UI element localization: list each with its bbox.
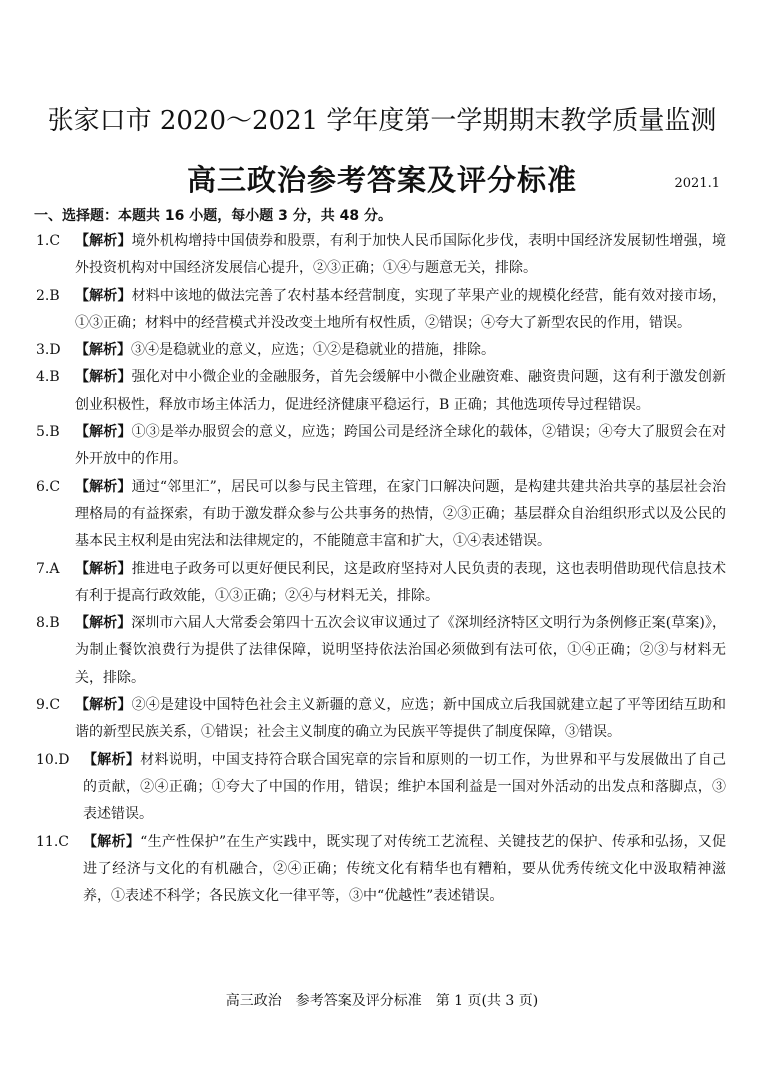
question-item [36,337,726,364]
analysis-tag: 【解析】 [83,833,141,850]
question-explanation: 材料说明，中国支持符合联合国宪章的宗旨和原则的一切工作，为世界和平与发展做出了自己的贡献，②④正确；①夸大了中国的作用，错误；维护本国利益是一国对外活动的出发点和落脚点，③表述错误。 [83,751,727,823]
analysis-tag: 【解析】 [75,478,132,495]
analysis-tag: 【解析】 [75,287,132,304]
question-explanation: 推进电子政务可以更好便民利民，这是政府坚持对人民负责的表现，这也表明借助现代信息技术有利于提高行政效能，①③正确；②④与材料无关，排除。 [75,560,727,604]
document-date: 2021.1 [674,176,720,191]
section-heading: 一、选择题：本题共 16 小题，每小题 3 分，共 48 分。 [34,208,392,224]
question-explanation: ②④是建设中国特色社会主义新疆的意义，应选；新中国成立后我国就建立起了平等团结互助和谐的新型民族关系，①错误；社会主义制度的确立为民族平等提供了制度保障，③错误。 [75,697,727,741]
question-item [36,419,726,474]
analysis-tag: 【解析】 [75,697,132,714]
question-number: 5.B [36,424,60,441]
analysis-tag: 【解析】 [75,233,132,249]
question-number: 4.B [36,369,60,386]
question-item [36,283,726,338]
document-subtitle: 高三政治参考答案及评分标准 [186,163,577,197]
question-explanation: 通过“邻里汇”，居民可以参与民主管理，在家门口解决问题，是构建共建共治共享的基层社会治理格局的有益探索，有助于激发群众参与公共事务的热情，②③正确；基层群众自治组织形式以及公民的基本民主权利是由宪法和法律规定的，不能随意丰富和扩大，①④表述错误。 [75,478,727,550]
analysis-tag: 【解析】 [75,369,132,386]
question-number: 7.A [36,560,60,577]
question-explanation: ③④是稳就业的意义，应选；①②是稳就业的措施，排除。 [131,342,495,359]
question-item [36,747,726,829]
question-item [36,692,726,747]
question-explanation: 深圳市六届人大常委会第四十五次会议审议通过了《深圳经济特区文明行为条例修正案(草案)》，为制止餐饮浪费行为提供了法律保障，说明坚持依法治国必须做到有法可依，①④正确；②③与材料无关，排除。 [75,615,727,686]
analysis-tag: 【解析】 [75,342,131,359]
question-item [36,474,726,556]
page-footer: 高三政治 参考答案及评分标准 第 1 页(共 3 页) [225,993,539,1009]
question-list [36,228,726,910]
question-number: 1.C [36,233,61,249]
question-item [36,364,726,419]
question-explanation: 材料中该地的做法完善了农村基本经营制度，实现了苹果产业的规模化经营，能有效对接市场，①③正确；材料中的经营模式并没改变土地所有权性质，②错误；④夸大了新型农民的作用，错误。 [75,287,727,331]
analysis-tag: 【解析】 [75,424,132,441]
question-number: 6.C [36,478,61,495]
question-item [36,556,726,611]
question-explanation: “生产性保护”在生产实践中，既实现了对传统工艺流程、关键技艺的保护、传承和弘扬，又促进了经济与文化的有机融合，②④正确；传统文化有精华也有糟粕，要从优秀传统文化中汲取精神滋养，①表述不科学；各民族文化一律平等，③中“优越性”表述错误。 [83,833,727,905]
question-explanation: 强化对中小微企业的金融服务，首先会缓解中小微企业融资难、融资贵问题，这有利于激发创新创业积极性，释放市场主体活力，促进经济健康平稳运行，B 正确；其他选项传导过程错误。 [75,369,727,413]
question-number: 10.D [36,751,70,768]
question-number: 11.C [36,833,69,850]
subtitle-row [0,158,764,198]
analysis-tag: 【解析】 [83,751,141,768]
analysis-tag: 【解析】 [75,615,132,632]
question-number: 2.B [36,287,60,304]
question-number: 3.D [36,342,61,359]
document-title: 张家口市 2020～2021 学年度第一学期期末教学质量监测 [47,106,717,136]
question-item [36,228,726,283]
question-item [36,829,726,911]
question-explanation: 境外机构增持中国债券和股票，有利于加快人民币国际化步伐，表明中国经济发展韧性增强，境外投资机构对中国经济发展信心提升，②③正确；①④与题意无关，排除。 [75,233,727,277]
question-number: 8.B [36,615,60,632]
question-item [36,610,726,692]
question-explanation: ①③是举办服贸会的意义，应选；跨国公司是经济全球化的载体，②错误；④夸大了服贸会在对外开放中的作用。 [75,424,727,468]
analysis-tag: 【解析】 [75,560,132,577]
question-number: 9.C [36,697,61,714]
